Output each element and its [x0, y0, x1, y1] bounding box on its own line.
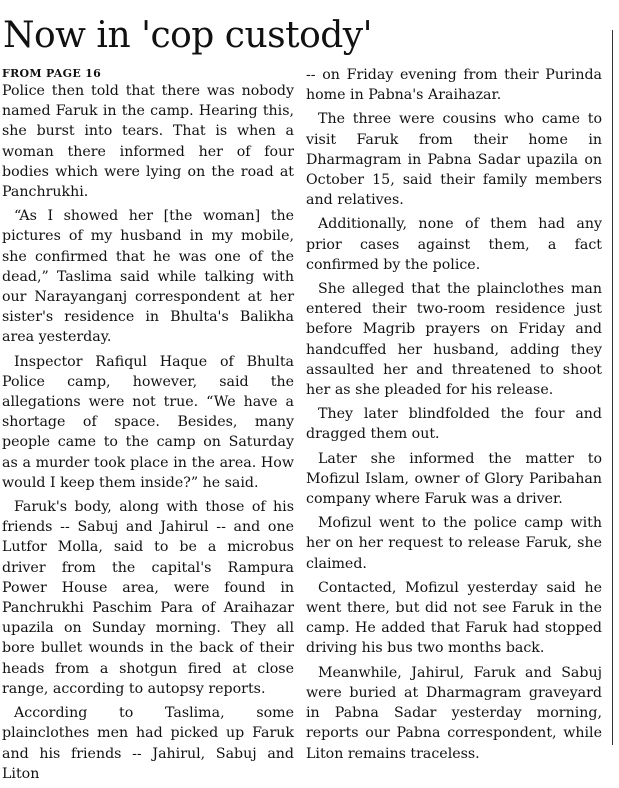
paragraph: Contacted, Mofizul yesterday said he went there, but did not see Faruk in the camp. He added that Faruk had stopped driving his bus two months back.	[306, 579, 602, 657]
paragraph: Later she informed the matter to Mofizul Islam, owner of Glory Paribahan company where Faruk was a driver.	[306, 450, 602, 508]
paragraph: She alleged that the plainclothes man entered their two-room residence just before Magrib prayers on Friday and handcuffed her husband, adding they assaulted her and threatened to shoot her as she pleaded for his release.	[306, 281, 602, 399]
paragraph: Additionally, none of them had any prior cases against them, a fact confirmed by the police.	[306, 216, 602, 273]
paragraph: Meanwhile, Jahirul, Faruk and Sabuj were buried at Dharmagram graveyard in Pabna Sadar yesterday morning, reports our Pabna correspondent, while Liton remains traceless.	[306, 664, 602, 762]
headline: Now in 'cop custody'	[3, 15, 373, 56]
paragraph: Faruk's body, along with those of his friends -- Sabuj and Jahirul -- and one Lutfor Molla, said to be a microbus driver from the capital's Rampura Power House area, were found in Panchrukhi Paschim Para of Araihazar upazila on Sunday morning. They all bore bullet wounds in the back of their heads from a shotgun fired at close range, according to autopsy reports.	[2, 499, 294, 697]
article-column-left	[2, 66, 294, 788]
paragraph: Police then told that there was nobody named Faruk in the camp. Hearing this, she burst into tears. That is when a woman there informed her of four bodies which were lying on the road at Panchrukhi.	[2, 83, 294, 201]
paragraph: “As I showed her [the woman] the pictures of my husband in my mobile, she confirmed that he was one of the dead,” Taslima said while talking with our Narayanganj correspondent at her sister's residence in Bhulta's Balikha area yesterday.	[2, 208, 294, 346]
paragraph: -- on Friday evening from their Purinda home in Pabna's Araihazar.	[306, 67, 602, 104]
paragraph: According to Taslima, some plainclothes men had picked up Faruk and his friends -- Jahirul, Sabuj and Liton	[2, 705, 294, 782]
paragraph: Inspector Rafiqul Haque of Bhulta Police camp, however, said the allegations were not true. “We have a shortage of space. Besides, many people came to the camp on Saturday as a murder took place in the area. How would I keep them inside?” he said.	[2, 353, 294, 491]
paragraph: They later blindfolded the four and dragged them out.	[306, 406, 602, 443]
paragraph: Mofizul went to the police camp with her on her request to release Faruk, she claimed.	[306, 515, 602, 572]
continuation-label: FROM PAGE 16	[2, 67, 102, 80]
article-column-right	[306, 65, 602, 768]
paragraph: The three were cousins who came to visit Faruk from their home in Dharmagram in Pabna Sadar upazila on October 15, said their family members and relatives.	[306, 111, 602, 209]
column-divider	[612, 30, 613, 745]
